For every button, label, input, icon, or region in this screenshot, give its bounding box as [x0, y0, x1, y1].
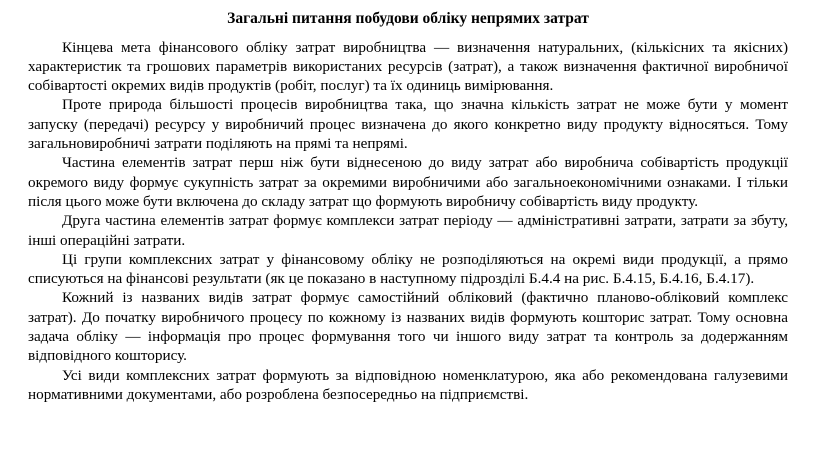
paragraph: Кінцева мета фінансового обліку затрат виробництва — визначення натуральних, (кількісних та якісних) характеристик та грошових параметрів використаних ресурсів (затрат), а також визначення фактичної виробничої собівартості окремих видів продуктів (робіт, послуг) та їх одиниць вимірювання.: [28, 38, 788, 95]
paragraph: Усі види комплексних затрат формують за відповідною номенклатурою, яка або рекомендована галузевими нормативними документами, або розроблена безпосередньо на підприємстві.: [28, 366, 788, 403]
paragraph: Частина елементів затрат перш ніж бути віднесеною до виду затрат або виробнича собівартість продукції окремого виду формує сукупність затрат за окремими виробничими або загальноекономічними ознаками. І тільки після цього може бути включена до складу затрат що формують виробничу собівартість виду продукту.: [28, 154, 788, 210]
paragraph: Друга частина елементів затрат формує комплекси затрат періоду — адміністративні затрати, затрати за збуту, інші операційні затрати.: [28, 212, 788, 249]
paragraph: Проте природа більшості процесів виробництва така, що значна кількість затрат не може бути у момент запуску (передачі) ресурсу у виробничий процес визначена до якого конкретно виду продукту відносяться. Тому загальновиробничі затрати поділяють на прямі та непрямі.: [28, 96, 788, 153]
paragraph: Ці групи комплексних затрат у фінансовому обліку не розподіляються на окремі види продукції, а прямо списуються на фінансові результати (як це показано в наступному підрозділі Б.4.4 на рис. Б.4.15, Б.4.16, Б.4.17).: [28, 250, 788, 288]
page-title: Загальні питання побудови обліку непрямих затрат: [227, 10, 589, 27]
paragraph: Кожний із названих видів затрат формує самостійний обліковий (фактично планово-обліковий комплекс затрат). До початку виробничого процесу по кожному із названих видів формують кошторис затрат. Тому основна задача обліку — інформація про процес формування того чи іншого виду затрат та контроль за додержанням відповідного кошторису.: [28, 289, 788, 365]
